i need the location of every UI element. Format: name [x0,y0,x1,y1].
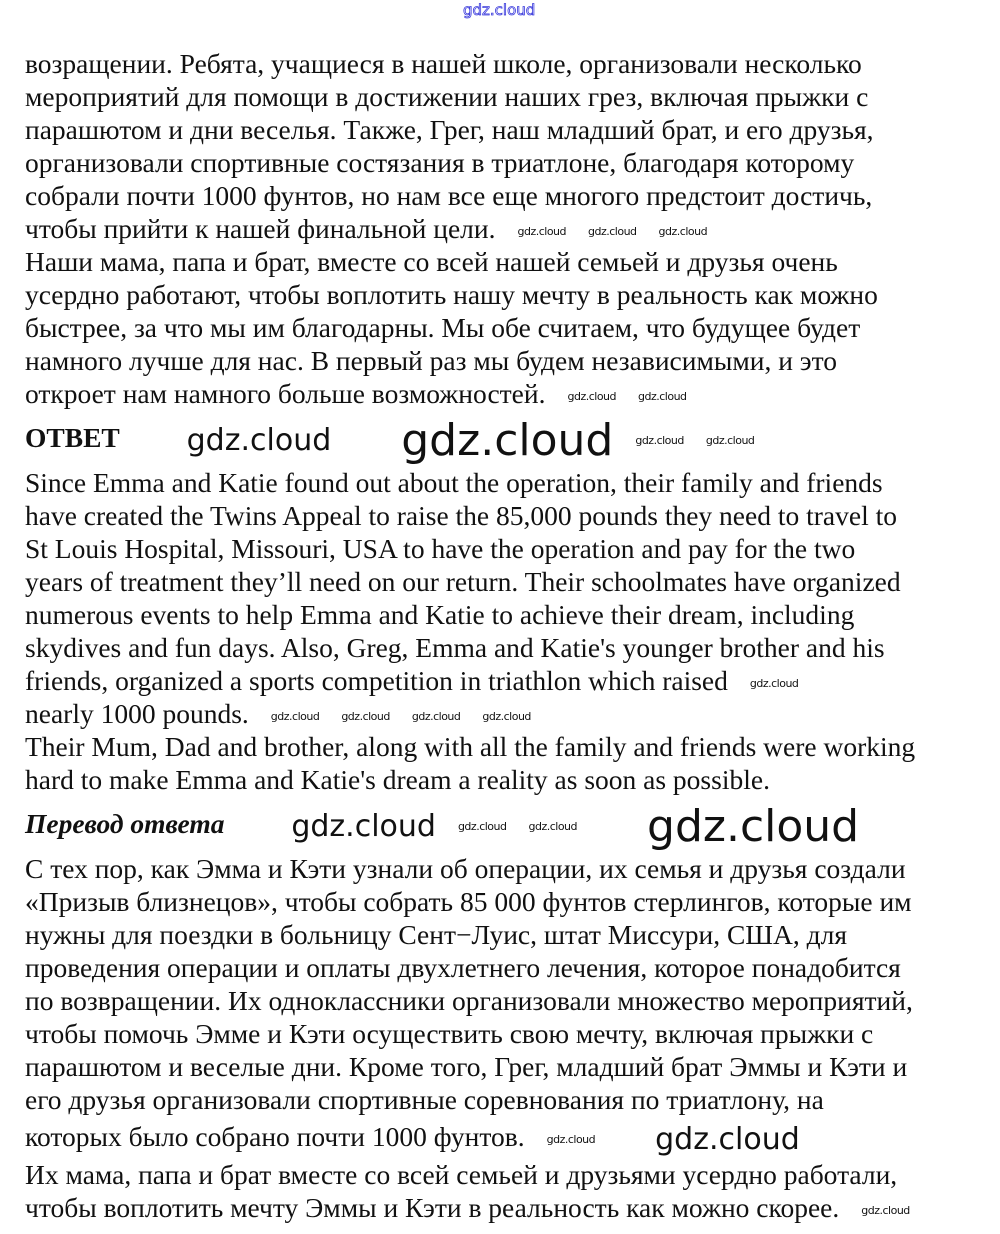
text-line-content: проведения операции и оплаты двухлетнего лечения, которое понадобится [25,952,901,983]
text-line [25,852,1000,885]
text-line-content: чтобы прийти к нашей финальной цели. [25,213,496,244]
translation-text [25,852,1000,1224]
watermark: gdz.cloud [270,710,320,724]
text-line-content: нужны для поездки в больницу Сент−Луис, штат Миссури, США, для [25,919,848,950]
watermark: gdz.cloud [411,710,461,724]
text-line-content: мероприятий для помощи в достижении наших грез, включая прыжки с [25,81,869,112]
text-line [25,377,1000,410]
watermark: gdz.cloud [546,1133,596,1147]
text-line [25,245,1000,278]
russian-paragraph-1 [25,47,1000,245]
russian-paragraph-2 [25,245,1000,410]
text-line-content: hard to make Emma and Katie's dream a reality as soon as possible. [25,764,770,795]
text-line-content: Их мама, папа и брат вместе со всей семьей и друзьями усердно работали, [25,1159,898,1190]
text-line [25,763,1000,796]
text-line-content: парашютом и веселые дни. Кроме того, Грег, младший брат Эммы и Кэти и [25,1051,908,1082]
text-line [25,697,1000,730]
watermark: gdz.cloud [638,390,687,404]
watermark: gdz.cloud [647,800,860,852]
text-line-content: откроет нам намного больше возможностей. [25,378,546,409]
watermark: gdz.cloud [457,820,507,834]
text-line [25,598,1000,631]
text-line-content: Since Emma and Katie found out about the operation, their family and friends [25,467,883,498]
text-line [25,664,1000,697]
watermark: gdz.cloud [655,1121,800,1157]
text-line [25,499,1000,532]
text-line [25,278,1000,311]
text-line-content: nearly 1000 pounds. [25,698,249,729]
text-line-content: которых было собрано почти 1000 фунтов. [25,1121,525,1152]
watermark: gdz.cloud [861,1204,910,1218]
text-line-content: skydives and fun days. Also, Greg, Emma and Katie's younger brother and his [25,632,885,663]
text-line [25,113,1000,146]
text-line-content: чтобы воплотить мечту Эммы и Кэти в реальность как можно скорее. [25,1192,840,1223]
text-line [25,311,1000,344]
text-line [25,1158,1000,1191]
text-line [25,80,1000,113]
watermark: gdz.cloud [401,414,614,466]
translation-heading-line [25,796,1000,852]
text-line [25,631,1000,664]
text-line [25,1191,1000,1224]
text-line [25,730,1000,763]
watermark: gdz.cloud [528,820,578,834]
text-line [25,532,1000,565]
watermark: gdz.cloud [482,710,531,724]
text-line-content: чтобы помочь Эмме и Кэти осуществить свою мечту, включая прыжки с [25,1018,874,1049]
text-line-content: быстрее, за что мы им благодарны. Мы обе считаем, что будущее будет [25,312,861,343]
text-line [25,212,1000,245]
text-line [25,565,1000,598]
answer-heading-line [25,410,1000,466]
text-line-content: усердно работают, чтобы воплотить нашу мечту в реальность как можно [25,279,878,310]
text-line [25,918,1000,951]
watermark: gdz.cloud [705,434,755,448]
text-line-content: собрали почти 1000 фунтов, но нам все еще многого предстоит достичь, [25,180,873,211]
watermark: gdz.cloud [186,422,332,458]
text-line [25,1017,1000,1050]
watermark: gdz.cloud [658,225,708,239]
text-line-content: friends, organized a sports competition in triathlon which raised [25,665,728,696]
watermark: gdz.cloud [635,434,684,448]
text-line-content: возращении. Ребята, учащиеся в нашей школе, организовали несколько [25,48,862,79]
text-line-content: его друзья организовали спортивные соревнования по триатлону, на [25,1084,824,1115]
watermark: gdz.cloud [517,225,567,239]
text-line [25,984,1000,1017]
text-line [25,344,1000,377]
text-line [25,1050,1000,1083]
text-line [25,1116,1000,1158]
text-line-content: numerous events to help Emma and Katie to achieve their dream, including [25,599,855,630]
text-line [25,466,1000,499]
text-line [25,885,1000,918]
text-line-content: have created the Twins Appeal to raise the 85,000 pounds they need to travel to [25,500,897,531]
text-line-content: парашютом и дни веселья. Также, Грег, наш младший брат, и его друзья, [25,114,874,145]
text-line-content: St Louis Hospital, Missouri, USA to have the operation and pay for the two [25,533,856,564]
text-line-content: по возвращении. Их одноклассники организовали множество мероприятий, [25,985,913,1016]
watermark: gdz.cloud [341,710,390,724]
text-line [25,47,1000,80]
text-line-content: С тех пор, как Эмма и Кэти узнали об операции, их семья и друзья создали [25,853,906,884]
watermark: gdz.cloud [588,225,637,239]
text-line [25,1083,1000,1116]
answer-heading: ОТВЕТ [25,422,120,453]
text-line-content: Наши мама, папа и брат, вместе со всей нашей семьей и друзья очень [25,246,838,277]
text-line [25,179,1000,212]
watermark-top-link[interactable]: gdz.cloud [463,1,536,19]
text-line-content: намного лучше для нас. В первый раз мы будем независимыми, и это [25,345,838,376]
answer-text [25,466,1000,796]
text-line [25,146,1000,179]
text-line-content: организовали спортивные состязания в триатлоне, благодаря которому [25,147,855,178]
translation-heading: Перевод ответа [25,808,225,839]
watermark: gdz.cloud [749,677,799,691]
watermark: gdz.cloud [567,390,617,404]
watermark: gdz.cloud [291,808,436,844]
text-line-content: «Призыв близнецов», чтобы собрать 85 000 фунтов стерлингов, которые им [25,886,912,917]
text-line-content: Their Mum, Dad and brother, along with all the family and friends were working [25,731,916,762]
text-line-content: years of treatment they’ll need on our return. Their schoolmates have organized [25,566,901,597]
text-line [25,951,1000,984]
